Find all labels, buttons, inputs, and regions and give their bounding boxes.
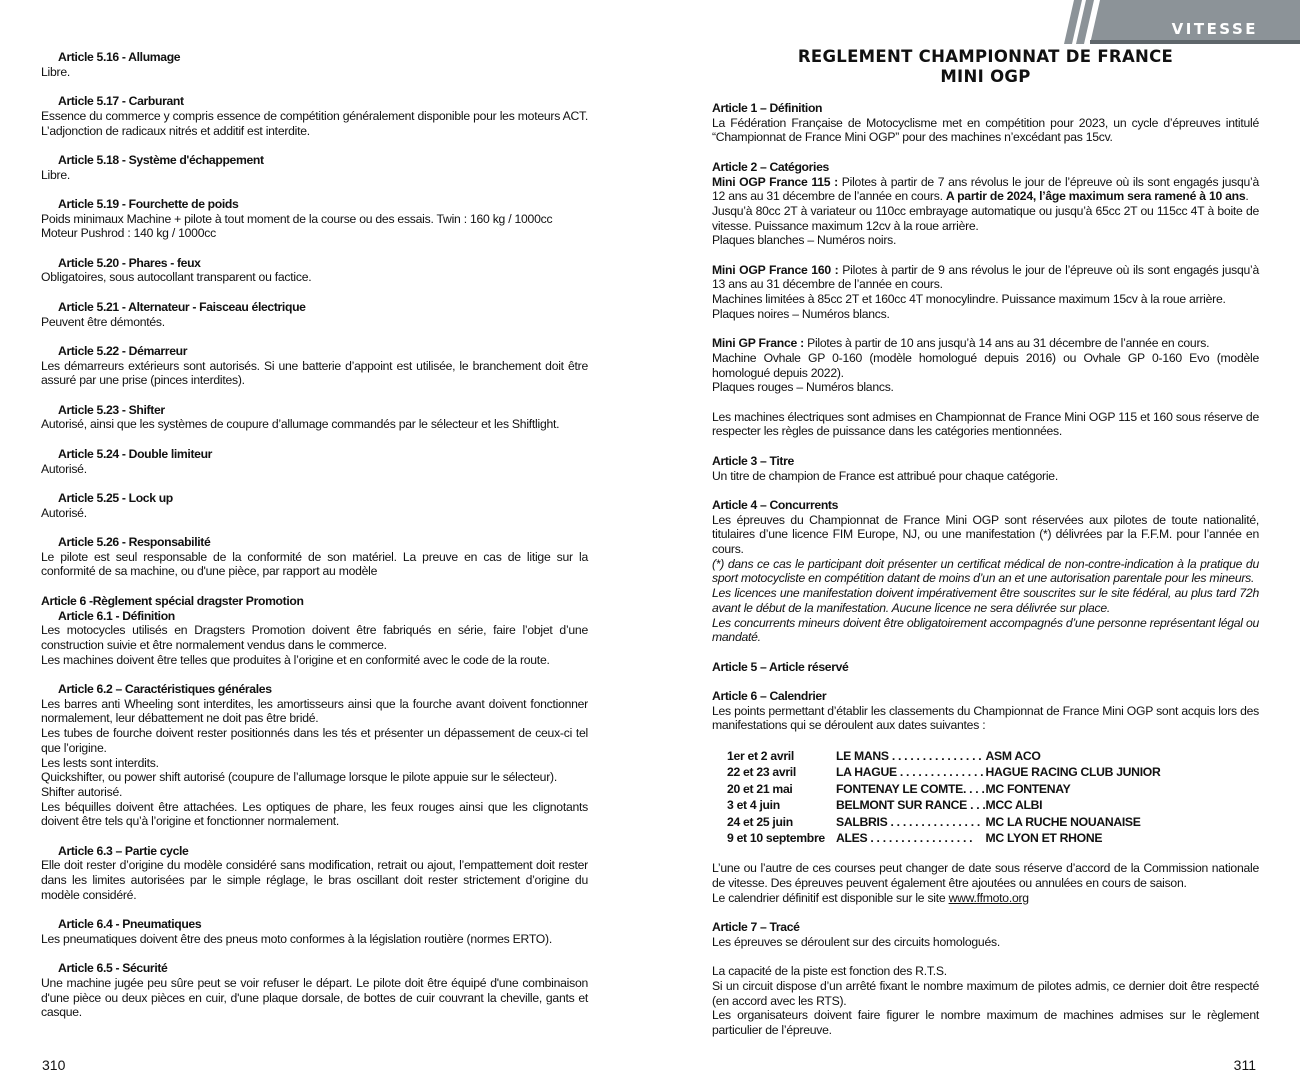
paragraph (712, 116, 1259, 145)
article-heading (41, 300, 588, 315)
event-circuit: FONTENAY LE COMTE. . . . (836, 781, 985, 796)
text-run: Les machines électriques sont admises en Championnat de France Mini OGP 115 et 160 sous réserve de respecter les règles de puissance dans les catégories mentionnées. (712, 409, 1259, 439)
event-club: MC LA RUCHE NOUANAISE (985, 814, 1141, 829)
banner-base-line (1090, 40, 1300, 44)
spacer (41, 829, 588, 844)
category-label: Mini OGP France 115 : (712, 174, 842, 189)
spacer (41, 79, 588, 94)
spacer (712, 674, 1259, 689)
text-run: Les démarreurs extérieurs sont autorisés. Si une batterie d’appoint est utilisée, le branchement doit être assuré par une prise (pinces interdites). (41, 358, 588, 388)
spacer (41, 579, 588, 594)
paragraph (41, 550, 588, 579)
paragraph (41, 65, 588, 80)
right-page-content (712, 101, 1259, 1038)
paragraph (41, 726, 588, 755)
paragraph (712, 964, 1259, 979)
text-run: Une machine jugée peu sûre peut se voir refuser le départ. Le pilote doit être équipé d'une combinaison d'une pièce ou deux pièces en cuir, d'une plaque dorsale, de bottes de cuir couvrant la cheville, gants et casque. (41, 976, 588, 1020)
text-run: Les pneumatiques doivent être des pneus moto conformes à la législation routière (normes ERTO). (41, 931, 552, 946)
paragraph (41, 168, 588, 183)
document-title (712, 47, 1259, 87)
spacer (712, 439, 1259, 454)
spacer (41, 285, 588, 300)
paragraph (712, 891, 1259, 906)
text-run: Article 5.17 - Carburant (58, 94, 184, 109)
paragraph (712, 616, 1259, 645)
text-run: Article 6.5 - Sécurité (58, 961, 168, 976)
event-circuit: LE MANS . . . . . . . . . . . . . . . (836, 748, 982, 763)
spacer (41, 432, 588, 447)
spacer (41, 476, 588, 491)
text-run: Article 5.22 - Démarreur (58, 343, 188, 358)
event-date: 9 et 10 septembre (727, 831, 825, 846)
text-run: . (1245, 189, 1249, 204)
emphasis-text: A partir de 2024, l’âge maximum sera ramené à 10 ans (945, 189, 1246, 204)
event-club: MC LYON ET RHONE (985, 831, 1103, 846)
paragraph (41, 462, 588, 477)
spacer (41, 388, 588, 403)
article-heading (41, 403, 588, 418)
event-circuit: BELMONT SUR RANCE . . . (836, 798, 986, 813)
text-run: Article 5.19 - Fourchette de poids (58, 196, 239, 211)
calendar-table (727, 748, 1160, 847)
paragraph (712, 410, 1259, 439)
article-heading (712, 454, 1259, 469)
article-heading (41, 917, 588, 932)
event-date: 24 et 25 juin (727, 814, 793, 829)
paragraph (41, 653, 588, 668)
event-date: 3 et 4 juin (727, 798, 780, 813)
text-run: Le pilote est seul responsable de la conformité de son matériel. La preuve en cas de litige sur la conformité de sa machine, ou d'une pièce, par rapport au modèle (41, 549, 588, 579)
paragraph (41, 858, 588, 902)
paragraph (712, 307, 1259, 322)
text-run: Autorisé, ainsi que les systèmes de coupure d’allumage commandés par le sélecteur et les Shiftlight. (41, 417, 560, 432)
text-run: Les points permettant d’établir les classements du Championnat de France Mini OGP sont acquis lors des manifestations qui se déroulent aux dates suivantes : (712, 703, 1259, 733)
spacer (712, 483, 1259, 498)
text-run: Article 5.26 - Responsabilité (58, 535, 211, 550)
paragraph (712, 513, 1259, 557)
paragraph (712, 469, 1259, 484)
article-heading (41, 344, 588, 359)
text-run: Moteur Pushrod : 140 kg / 1000cc (41, 226, 216, 241)
paragraph (41, 270, 588, 285)
section-label: VITESSE (1171, 20, 1258, 38)
paragraph (712, 861, 1259, 890)
text-run: Article 4 – Concurrents (712, 497, 839, 512)
text-run: Les licences une manifestation doivent impérativement être souscrites sur le site fédéral, au plus tard 72h avant le début de la manifestation. Aucune licence ne sera délivrée sur place. (712, 586, 1259, 615)
paragraph (712, 263, 1259, 292)
text-run: Machine Ovhale GP 0-160 (modèle homologué depuis 2016) ou Ovhale GP 0-160 Evo (modèle homologué depuis 2022). (712, 350, 1259, 380)
paragraph (712, 979, 1259, 1008)
article-heading (712, 660, 1259, 675)
text-run: Article 2 – Catégories (712, 159, 829, 174)
article-heading (41, 491, 588, 506)
paragraph (41, 756, 588, 771)
text-run: Article 6.3 – Partie cycle (58, 843, 189, 858)
text-run: La Fédération Française de Motocyclisme met en compétition pour 2023, un cycle d’épreuves intitulé “Championnat de France Mini OGP” pour des machines n’excédant pas 15cv. (712, 115, 1259, 145)
spacer (41, 182, 588, 197)
calendar-row (727, 814, 1160, 831)
article-heading (41, 256, 588, 271)
text-run: Pilotes à partir de 7 ans révolus le jour de l’épreuve où ils sont engagés jusqu’à 12 ans au 31 décembre de l’année en cours. (712, 174, 1259, 204)
title-line-2: MINI OGP (940, 67, 1031, 86)
article-heading (712, 920, 1259, 935)
paragraph (712, 935, 1259, 950)
calendar-row (727, 830, 1160, 847)
article-heading (41, 153, 588, 168)
paragraph (41, 623, 588, 652)
text-run: Article 5.21 - Alternateur - Faisceau électrique (58, 299, 306, 314)
paragraph (41, 315, 588, 330)
event-club: MC FONTENAY (985, 781, 1071, 796)
paragraph (41, 976, 588, 1020)
spacer (41, 329, 588, 344)
text-run: Article 6.4 - Pneumatiques (58, 917, 202, 932)
article-heading (41, 50, 588, 65)
text-run: Les organisateurs doivent faire figurer le nombre maximum de machines admises sur le règlement particulier de l’épreuve. (712, 1008, 1259, 1038)
paragraph (41, 785, 588, 800)
spacer (41, 241, 588, 256)
article-heading (712, 101, 1259, 116)
spacer (41, 667, 588, 682)
article-heading (41, 535, 588, 550)
paragraph (41, 697, 588, 726)
text-run: Autorisé. (41, 461, 87, 476)
paragraph (41, 770, 588, 785)
text-run: Jusqu’à 80cc 2T à variateur ou 110cc embrayage automatique ou jusqu’à 65cc 2T ou 115cc 4T à boite de vitesse. Puissance maximum 12cv à la roue arrière. (712, 203, 1259, 233)
text-run: Pilotes à partir de 10 ans jusqu’à 14 ans au 31 décembre de l’année en cours. (807, 336, 1210, 351)
calendar-row (727, 764, 1160, 781)
paragraph (712, 336, 1259, 351)
right-page (650, 0, 1300, 1092)
text-run: Article 5 – Article réservé (712, 659, 849, 674)
text-run: (*) dans ce cas le participant doit présenter un certificat médical de non-contre-indication à la pratique du sport motocycliste en compétition datant de moins d’un an et une autorisation parentale pour les mineurs. (712, 556, 1259, 586)
paragraph (41, 109, 588, 138)
text-run: Plaques rouges – Numéros blancs. (712, 380, 894, 395)
left-page-content (41, 50, 588, 1020)
article-heading (41, 961, 588, 976)
right-text-bottom (712, 861, 1259, 1037)
spacer (712, 950, 1259, 965)
paragraph (712, 704, 1259, 733)
spacer (41, 520, 588, 535)
text-run: Les lests sont interdits. (41, 755, 159, 770)
calendar-row (727, 748, 1160, 765)
text-run: Les concurrents mineurs doivent être obligatoirement accompagnés d’une personne représentant légal ou mandaté. (712, 615, 1259, 645)
paragraph (41, 359, 588, 388)
text-run: Article 6.1 - Définition (58, 608, 175, 623)
text-run: Essence du commerce y compris essence de compétition généralement disponible pour les moteurs ACT. L’adjonction de radicaux nitrés et additif est interdite. (41, 108, 588, 138)
article-heading (41, 682, 588, 697)
page-number-left: 310 (42, 1057, 66, 1073)
paragraph (41, 212, 588, 227)
spacer (712, 906, 1259, 921)
event-date: 1er et 2 avril (727, 748, 794, 763)
text-run: Article 6 – Calendrier (712, 689, 827, 703)
text-run: Plaques noires – Numéros blancs. (712, 306, 890, 321)
text-run: Libre. (41, 64, 70, 79)
paragraph (41, 932, 588, 947)
paragraph (712, 351, 1259, 380)
text-run: Article 5.23 - Shifter (58, 402, 165, 417)
event-club: MCC ALBI (985, 798, 1043, 813)
text-run: Poids minimaux Machine + pilote à tout moment de la course ou des essais. Twin : 160 kg / 1000cc (41, 211, 553, 226)
title-line-1: REGLEMENT CHAMPIONNAT DE FRANCE (797, 47, 1174, 66)
text-run: Elle doit rester d’origine du modèle considéré sans modification, retrait ou ajout, l’empattement doit rester dans les limites autorisées par le simple réglage, le bras oscillant doit rester strictement d’origine du modèle considéré. (41, 858, 588, 902)
page-number-right: 311 (1233, 1057, 1256, 1073)
spacer (41, 138, 588, 153)
text-run: Autorisé. (41, 505, 87, 520)
event-circuit: ALES . . . . . . . . . . . . . . . . . (836, 831, 973, 846)
paragraph (712, 1008, 1259, 1037)
article-heading (41, 447, 588, 462)
event-club: HAGUE RACING CLUB JUNIOR (985, 765, 1161, 780)
article-heading (41, 609, 588, 624)
text-run: Article 5.16 - Allumage (58, 50, 181, 64)
right-text-top (712, 101, 1259, 733)
paragraph (712, 380, 1259, 395)
paragraph (712, 557, 1259, 586)
category-label: Mini GP France : (712, 336, 808, 351)
paragraph (712, 292, 1259, 307)
text-run: Libre. (41, 167, 70, 182)
article-heading (712, 689, 1259, 704)
paragraph (41, 506, 588, 521)
spacer (712, 145, 1259, 160)
text-run: Article 5.25 - Lock up (58, 490, 173, 505)
text-run: Les béquilles doivent être attachées. Les optiques de phare, les feux rouges ainsi que les clignotants doivent être tels qu’à l’origine et fonctionner normalement. (41, 799, 588, 829)
text-run: Les épreuves du Championnat de France Mini OGP sont réservées aux pilotes de toute nationalité, titulaires d’une licence FIM Europe, NJ, ou une manifestation (*) délivrées par la F.F.M. pour l’année en cours. (712, 512, 1259, 556)
calendar-row (727, 797, 1160, 814)
article-heading (41, 844, 588, 859)
spacer (712, 645, 1259, 660)
text-run: Les barres anti Wheeling sont interdites, les amortisseurs ainsi que la fourche avant doivent fonctionner normalement, leur débattement ne doit pas être bridé. (41, 696, 588, 726)
paragraph (712, 175, 1259, 204)
spacer (41, 947, 588, 962)
article-heading (41, 197, 588, 212)
text-run: Le calendrier définitif est disponible sur le site (712, 890, 949, 905)
spacer (712, 248, 1259, 263)
text-run: Plaques blanches – Numéros noirs. (712, 233, 897, 248)
text-run: Machines limitées à 85cc 2T et 160cc 4T monocylindre. Puissance maximum 15cv à la roue arrière. (712, 292, 1226, 307)
text-run: Article 7 – Tracé (712, 920, 800, 935)
article-heading (41, 94, 588, 109)
text-run: Les tubes de fourche doivent rester positionnés dans les tés et présenter un dépassement de ceux-ci tel que l’origine. (41, 726, 588, 755)
text-run: Les épreuves se déroulent sur des circuits homologués. (712, 934, 1000, 949)
article-heading (41, 594, 588, 609)
paragraph (41, 800, 588, 829)
event-circuit: SALBRIS . . . . . . . . . . . . . . . (836, 814, 980, 829)
article-heading (712, 498, 1259, 513)
text-run: La capacité de la piste est fonction des R.T.S. (712, 964, 947, 979)
text-run: Article 5.20 - Phares - feux (58, 255, 201, 270)
text-run: Pilotes à partir de 9 ans révolus le jour de l’épreuve où ils sont engagés jusqu’à 13 ans au 31 décembre de l’année en cours. (712, 262, 1260, 292)
text-run: Shifter autorisé. (41, 784, 123, 799)
paragraph (712, 586, 1259, 615)
spacer (41, 903, 588, 918)
calendar-row (727, 781, 1160, 798)
text-run: Quickshifter, ou power shift autorisé (coupure de l’allumage lorsque le pilote appuie sur le sélecteur). (41, 770, 557, 785)
text-run: Les motocycles utilisés en Dragsters Promotion doivent être fabriqués en série, faire l’objet d’une construction suivie et être normalement vendus dans le commerce. (41, 623, 588, 652)
text-run: Article 3 – Titre (712, 453, 794, 468)
paragraph (712, 204, 1259, 233)
category-label: Mini OGP France 160 : (712, 262, 843, 277)
event-date: 22 et 23 avril (727, 765, 796, 780)
ffmoto-link[interactable]: www.ffmoto.org (948, 890, 1029, 905)
text-run: Article 5.18 - Système d'échappement (58, 152, 264, 167)
text-run: L’une ou l’autre de ces courses peut changer de date sous réserve d’accord de la Commission nationale de vitesse. Des épreuves peuvent également être ajoutées ou annulées en cours de saison. (712, 861, 1259, 891)
text-run: Obligatoires, sous autocollant transparent ou factice. (41, 270, 312, 285)
event-date: 20 et 21 mai (727, 781, 793, 796)
text-run: Si un circuit dispose d’un arrêté fixant le nombre maximum de pilotes admis, ce dernier doit être respecté (en accord avec les RTS). (712, 979, 1259, 1008)
text-run: Article 1 – Définition (712, 101, 823, 115)
spacer (712, 322, 1259, 337)
text-run: Article 6 -Règlement spécial dragster Promotion (41, 593, 304, 608)
text-run: Article 6.2 – Caractéristiques générales (58, 682, 272, 697)
paragraph (41, 417, 588, 432)
paragraph (712, 233, 1259, 248)
article-heading (712, 160, 1259, 175)
event-circuit: LA HAGUE . . . . . . . . . . . . . . (836, 765, 984, 780)
event-club: ASM ACO (985, 748, 1041, 763)
spacer (712, 395, 1259, 410)
text-run: Un titre de champion de France est attribué pour chaque catégorie. (712, 468, 1058, 483)
text-run: Les machines doivent être telles que produites à l’origine et en conformité avec le code de la route. (41, 652, 550, 667)
text-run: Peuvent être démontés. (41, 314, 165, 329)
paragraph (41, 226, 588, 241)
text-run: Article 5.24 - Double limiteur (58, 446, 213, 461)
